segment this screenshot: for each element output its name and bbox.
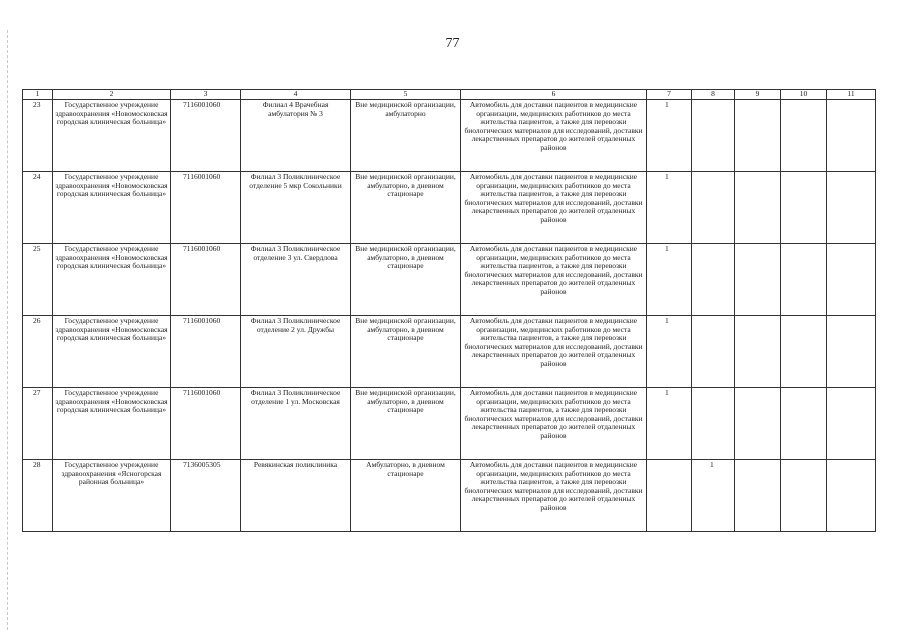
column-header: 1 <box>23 90 53 100</box>
row-number: 28 <box>23 460 53 532</box>
row-number: 25 <box>23 244 53 316</box>
value-col-10 <box>781 100 827 172</box>
table-row <box>23 100 876 172</box>
column-header: 10 <box>781 90 827 100</box>
branch-name: Филиал 3 Поликлиническое отделение 5 мкр Сокольники <box>241 172 351 244</box>
table-header-row <box>23 90 876 100</box>
organization-code: 7136005305 <box>171 460 241 532</box>
vehicle-purpose: Автомобиль для доставки пациентов в медицинские организации, медицинских работников до места жительства пациентов, а также для перевозки биологических материалов для исследований, доставки лекарственных препаратов до жителей отдаленных районов <box>461 172 647 244</box>
quantity-col-8 <box>692 388 735 460</box>
service-conditions: Амбулаторно, в дневном стационаре <box>351 460 461 532</box>
service-conditions: Вне медицинской организации, амбулаторно <box>351 100 461 172</box>
organization-code: 7116001060 <box>171 172 241 244</box>
column-header: 7 <box>647 90 692 100</box>
quantity-col-8 <box>692 316 735 388</box>
organization-name: Государственное учреждение здравоохранения «Новомосковская городская клиническая больница» <box>53 388 171 460</box>
column-header: 11 <box>827 90 876 100</box>
organization-name: Государственное учреждение здравоохранения «Новомосковская городская клиническая больница» <box>53 316 171 388</box>
quantity-col-8 <box>692 100 735 172</box>
vehicle-purpose: Автомобиль для доставки пациентов в медицинские организации, медицинских работников до места жительства пациентов, а также для перевозки биологических материалов для исследований, доставки лекарственных препаратов до жителей отдаленных районов <box>461 244 647 316</box>
row-number: 23 <box>23 100 53 172</box>
quantity-col-7: 1 <box>647 172 692 244</box>
row-number: 26 <box>23 316 53 388</box>
service-conditions: Вне медицинской организации, амбулаторно, в дневном стационаре <box>351 244 461 316</box>
organization-name: Государственное учреждение здравоохранения «Ясногорская районная больница» <box>53 460 171 532</box>
value-col-10 <box>781 388 827 460</box>
quantity-col-7: 1 <box>647 388 692 460</box>
table-row <box>23 244 876 316</box>
quantity-col-8 <box>692 172 735 244</box>
branch-name: Филиал 3 Поликлиническое отделение 2 ул. Дружбы <box>241 316 351 388</box>
value-col-10 <box>781 316 827 388</box>
quantity-col-7: 1 <box>647 244 692 316</box>
organization-code: 7116001060 <box>171 388 241 460</box>
service-conditions: Вне медицинской организации, амбулаторно, в дневном стационаре <box>351 316 461 388</box>
column-header: 4 <box>241 90 351 100</box>
value-col-9 <box>735 172 781 244</box>
value-col-11 <box>827 388 876 460</box>
service-conditions: Вне медицинской организации, амбулаторно, в дневном стационаре <box>351 388 461 460</box>
column-header: 2 <box>53 90 171 100</box>
value-col-9 <box>735 316 781 388</box>
value-col-11 <box>827 244 876 316</box>
quantity-col-7: 1 <box>647 100 692 172</box>
organization-code: 7116001060 <box>171 316 241 388</box>
organization-name: Государственное учреждение здравоохранения «Новомосковская городская клиническая больница» <box>53 244 171 316</box>
value-col-11 <box>827 100 876 172</box>
organization-name: Государственное учреждение здравоохранения «Новомосковская городская клиническая больница» <box>53 172 171 244</box>
value-col-10 <box>781 172 827 244</box>
column-header: 9 <box>735 90 781 100</box>
branch-name: Филиал 4 Врачебная амбулатория № 3 <box>241 100 351 172</box>
value-col-9 <box>735 460 781 532</box>
vehicle-purpose: Автомобиль для доставки пациентов в медицинские организации, медицинских работников до места жительства пациентов, а также для перевозки биологических материалов для исследований, доставки лекарственных препаратов до жителей отдаленных районов <box>461 388 647 460</box>
vehicle-purpose: Автомобиль для доставки пациентов в медицинские организации, медицинских работников до места жительства пациентов, а также для перевозки биологических материалов для исследований, доставки лекарственных препаратов до жителей отдаленных районов <box>461 100 647 172</box>
vehicle-purpose: Автомобиль для доставки пациентов в медицинские организации, медицинских работников до места жительства пациентов, а также для перевозки биологических материалов для исследований, доставки лекарственных препаратов до жителей отдаленных районов <box>461 316 647 388</box>
branch-name: Ревякинская поликлиника <box>241 460 351 532</box>
organization-code: 7116001060 <box>171 100 241 172</box>
row-number: 27 <box>23 388 53 460</box>
branch-name: Филиал 3 Поликлиническое отделение 1 ул. Московская <box>241 388 351 460</box>
value-col-10 <box>781 460 827 532</box>
value-col-11 <box>827 316 876 388</box>
table-row <box>23 172 876 244</box>
column-header: 8 <box>692 90 735 100</box>
quantity-col-8 <box>692 244 735 316</box>
table-row <box>23 316 876 388</box>
value-col-11 <box>827 460 876 532</box>
value-col-9 <box>735 388 781 460</box>
vehicle-purpose: Автомобиль для доставки пациентов в медицинские организации, медицинских работников до места жительства пациентов, а также для перевозки биологических материалов для исследований, доставки лекарственных препаратов до жителей отдаленных районов <box>461 460 647 532</box>
column-header: 6 <box>461 90 647 100</box>
organization-name: Государственное учреждение здравоохранения «Новомосковская городская клиническая больница» <box>53 100 171 172</box>
value-col-9 <box>735 100 781 172</box>
value-col-11 <box>827 172 876 244</box>
value-col-9 <box>735 244 781 316</box>
column-header: 3 <box>171 90 241 100</box>
branch-name: Филиал 3 Поликлиническое отделение 3 ул. Свердлова <box>241 244 351 316</box>
quantity-col-8: 1 <box>692 460 735 532</box>
value-col-10 <box>781 244 827 316</box>
organization-code: 7116001060 <box>171 244 241 316</box>
table-row <box>23 460 876 532</box>
table-row <box>23 388 876 460</box>
scan-margin-marks <box>7 30 10 630</box>
service-conditions: Вне медицинской организации, амбулаторно, в дневном стационаре <box>351 172 461 244</box>
vehicle-allocation-table <box>22 89 876 532</box>
page-number: 77 <box>445 36 460 51</box>
column-header: 5 <box>351 90 461 100</box>
row-number: 24 <box>23 172 53 244</box>
quantity-col-7 <box>647 460 692 532</box>
quantity-col-7: 1 <box>647 316 692 388</box>
